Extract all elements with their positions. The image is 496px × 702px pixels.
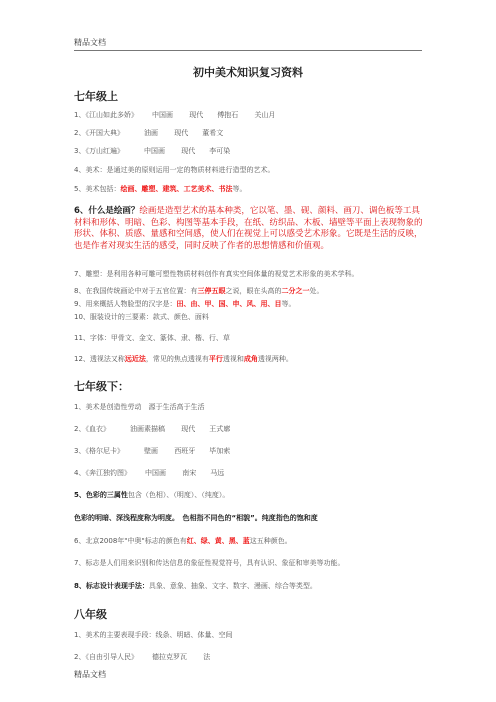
list-item: 4、《奔江独钓图》 中国画 南宋 马远 [74, 469, 225, 477]
list-item: 2、《开国大典》 油画 现代 董希文 [74, 129, 224, 137]
list-item: 3、《万山红遍》 中国画 现代 李可染 [74, 147, 231, 155]
painting-definition: 6、什么是绘画？绘画是造型艺术的基本种类，它以笔、墨、砚、颜料、画刀、调色板等工具材料和形体、明暗、色彩、构图等基本手段，在纸、纺织品、木板、墙壁等平面上表现物象的形状、体积、质感、量感和空间感，使人们在视觉上可以感受艺术形象。它既是生活的反映，也是作者对现实生活的感受，同时反映了作者的思想情感和价值观。 [74, 206, 423, 251]
list-item: 6、北京2008年"中奥"标志的颜色有红、绿、黄、黑、蓝这五种颜色。 [74, 537, 292, 545]
list-item: 2、《血衣》 油画素描稿 现代 王式廓 [74, 425, 231, 433]
list-item: 7、标志是人们用来识别和传达信息的象征性视觉符号，具有认识、象征和审美等功能。 [74, 559, 345, 567]
list-item: 8、标志设计表现手法：具象、意象、抽象、文字、数字、漫画、综合等类型。 [74, 582, 317, 590]
list-item: 1、美术的主要表现手段：线条、明暗、体量、空间 [74, 631, 233, 639]
list-item: 12、透视法又称远近法，常见的焦点透视有平行透视和成角透视两种。 [74, 355, 293, 363]
list-item: 7、雕塑：是利用各种可雕可塑性物质材料创作有真实空间体量的视觉艺术形象的美术学科。 [74, 270, 359, 278]
section-heading-grade7-second: 七年级下： [74, 380, 129, 393]
list-item: 4、美术：是通过美的原则运用一定的物质材料进行造型的艺术。 [74, 166, 275, 174]
list-item: 9、用来概括人物脸型的汉字是：田、由、甲、国、申、风、用、目等。 [74, 300, 296, 308]
list-item: 1、《江山如此多娇》 中国画 现代 傅抱石 关山月 [74, 111, 276, 119]
section-heading-grade7-first: 七年级上 [74, 90, 118, 103]
header-rule [74, 50, 422, 51]
list-item: 10、服装设计的三要素：款式、颜色、面料 [74, 313, 209, 321]
list-item: 1、美术是创造性劳动 源于生活高于生活 [74, 403, 205, 411]
document-title: 初中美术知识复习资料 [193, 66, 303, 79]
page-header-mark: 精品文档 [74, 38, 106, 47]
list-item: 3、《格尔尼卡》 壁画 西班牙 毕加索 [74, 447, 231, 455]
list-item: 11、字体：甲骨文、金文、篆体、隶、楷、行、草 [74, 334, 230, 342]
list-item: 5、色彩的三属性包含（色相）、（明度）、（纯度）。 [74, 491, 230, 499]
page-footer-mark: 精品文档 [74, 670, 106, 679]
list-item: 8、在我国传统画论中对于五官位置：有三停五眼之说，眼在头高的二分之一处。 [74, 287, 324, 295]
list-item: 2、《自由引导人民》 德拉克罗瓦 法 [74, 653, 211, 661]
list-item: 5、美术包括：绘画、雕塑、建筑、工艺美术、书法等。 [74, 185, 247, 193]
section-heading-grade8: 八年级 [74, 608, 107, 621]
list-item: 色彩的明暗、深浅程度称为明度。 色相指不同色的“相貌”。纯度指色的饱和度 [74, 514, 318, 522]
